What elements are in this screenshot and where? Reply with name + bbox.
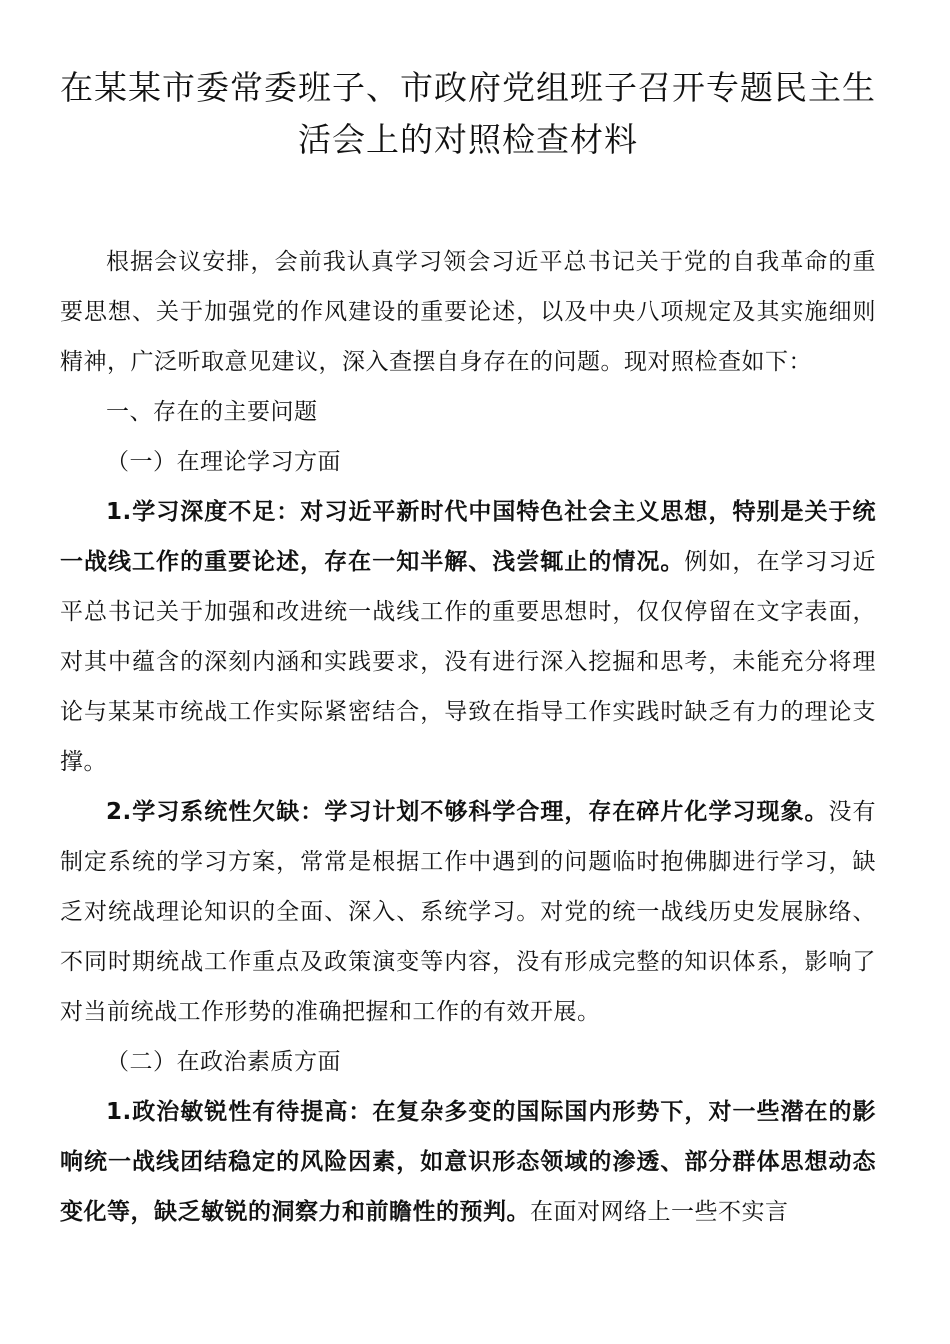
section-heading-problems: 一、存在的主要问题 [106, 399, 318, 425]
item-political-sensitivity [60, 1087, 876, 1237]
intro-paragraph: 根据会议安排，会前我认真学习领会习近平总书记关于党的自我革命的重要思想、关于加强党的作风建设的重要论述，以及中央八项规定及其实施细则精神，广泛听取意见建议，深入查摆自身存在的问题。现对照检查如下： [60, 249, 876, 375]
item-learning-depth-text: 例如，在学习习近平总书记关于加强和改进统一战线工作的重要思想时，仅仅停留在文字表面，对其中蕴含的深刻内涵和实践要求，没有进行深入挖掘和思考，未能充分将理论与某某市统战工作实际紧密结合，导致在指导工作实践时缺乏有力的理论支撑。 [60, 549, 877, 775]
item-political-sensitivity-text: 在面对网络上一些不实言 [530, 1199, 789, 1225]
item-learning-system [60, 787, 876, 1037]
document-title: 在某某市委常委班子、市政府党组班子召开专题民主生活会上的对照检查材料 [60, 68, 876, 159]
item-political-sensitivity-lead: 1.政治敏锐性有待提高：在复杂多变的国际国内形势下，对一些潜在的影响统一战线团结稳定的风险因素，如意识形态领域的渗透、部分群体思想动态变化等，缺乏敏锐的洞察力和前瞻性的预判。 [60, 1099, 876, 1225]
item-learning-depth [60, 487, 876, 787]
item-learning-depth-lead: 1.学习深度不足：对习近平新时代中国特色社会主义思想，特别是关于统一战线工作的重要论述，存在一知半解、浅尝辄止的情况。 [60, 499, 876, 575]
item-learning-system-lead: 2.学习系统性欠缺：学习计划不够科学合理，存在碎片化学习现象。 [106, 799, 829, 825]
subsection-heading-theory: （一）在理论学习方面 [106, 449, 341, 475]
item-learning-system-text: 没有制定系统的学习方案，常常是根据工作中遇到的问题临时抱佛脚进行学习，缺乏对统战理论知识的全面、深入、系统学习。对党的统一战线历史发展脉络、不同时期统战工作重点及政策演变等内容，没有形成完整的知识体系，影响了对当前统战工作形势的准确把握和工作的有效开展。 [60, 799, 876, 1025]
subsection-heading-politics: （二）在政治素质方面 [106, 1049, 341, 1075]
